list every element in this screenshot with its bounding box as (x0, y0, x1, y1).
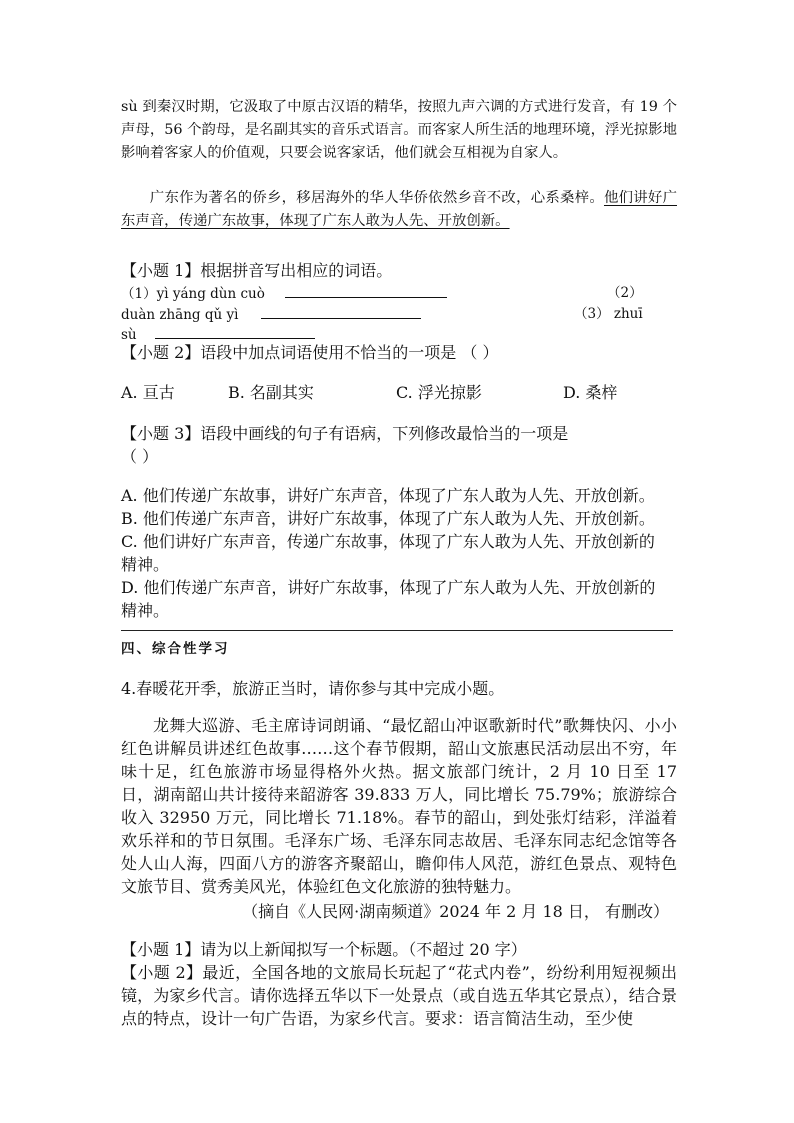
q3-option-c-line1: C. 他们讲好广东声音，传递广东故事，体现了广东人敢为人先、开放创新的 (121, 532, 655, 551)
q3-option-c-line2: 精神。 (121, 555, 170, 574)
q1-item1-blank[interactable] (285, 283, 447, 298)
q1-item1-pinyin: （1）yì yáng dùn cuò (121, 286, 265, 302)
news-paragraph: 龙舞大巡游、毛主席诗词朗诵、“最忆韶山冲讴歌新时代”歌舞快闪、小小红色讲解员讲述红色故事……这个春节假期，韶山文旅惠民活动层出不穷，年味十足，红色旅游市场显得格外火热。据文旅部门统计，2 月 10 日至 17 日，湖南韶山共计接待来韶游客 39.833 万人，同比增长 75.79%；旅游综合收入 32950 万元，同比增长 71.18%。春节的韶山，到处张灯结彩，洋溢着欢乐祥和的节日氛围。毛泽东广场、毛泽东同志故居、毛泽东同志纪念馆等各处人山人海，四面八方的游客齐聚韶山，瞻仰伟人风范，游红色景点、观特色文旅节目、赏秀美风光，体验红色文化旅游的独特魅力。 (121, 716, 677, 896)
q1-item3-pinyin-tail: sù (121, 327, 137, 343)
passage-paragraph-2 (121, 187, 677, 233)
q3-option-d[interactable] (121, 576, 677, 622)
q3-option-a[interactable]: A. 他们传递广东故事，讲好广东声音，体现了广东人敢为人先、开放创新。 (121, 486, 655, 505)
underlined-sentence: 他们讲好广东声音，传递广东故事，体现了广东人敢为人先、开放创新。 (121, 190, 677, 229)
q2-option-d[interactable]: D. 桑梓 (563, 383, 618, 402)
q2-options (121, 381, 677, 404)
q1-item2-pinyin: duàn zhāng qǔ yì (121, 307, 239, 323)
q1-stem: 【小题 1】根据拼音写出相应的词语。 (121, 261, 393, 280)
q3-option-d-line2: 精神。 (121, 601, 170, 620)
passage-paragraph-1: sù 到秦汉时期，它汲取了中原古汉语的精华，按照九声六调的方式进行发音，有 19 个声母，56 个韵母，是名副其实的音乐式语言。而客家人所生活的地理环境，浮光掠影地影响着客家人的价值观，只要会说客家话，他们就会互相视为自家人。 (121, 99, 677, 161)
q2-option-b[interactable]: B. 名副其实 (228, 383, 314, 402)
q3-stem-line1: 【小题 3】语段中画线的句子有语病，下列修改最恰当的一项是 (121, 424, 569, 443)
q2-stem: 【小题 2】语段中加点词语使用不恰当的一项是 （ ） (121, 343, 499, 362)
top-passage (121, 96, 677, 233)
q4-sub2: 【小题 2】最近，全国各地的文旅局长玩起了“花式内卷”，纷纷利用短视频出镜，为家乡代言。请你选择五华以下一处景点（或自选五华其它景点），结合景点的特点，设计一句广告语，为家乡代言。要求：语言简洁生动，至少使 (121, 963, 677, 1028)
q1-line2 (121, 304, 677, 325)
news-source: （摘自《人民网·湖南频道》2024 年 2 月 18 日， 有删改） (242, 902, 669, 921)
q4-intro: 4.春暖花开季，旅游正当时，请你参与其中完成小题。 (121, 679, 505, 698)
q2-option-c[interactable]: C. 浮光掠影 (396, 383, 482, 402)
q1-item2-number: （2） (607, 285, 643, 301)
q3-stem-line2: （ ） (121, 447, 159, 466)
section-heading: 四、综合性学习 (121, 641, 230, 657)
q1-item3-number: （3） zhuī (574, 306, 643, 322)
passage-paragraph-2-plain: 广东作为著名的侨乡，移居海外的华人华侨依然乡音不改，心系桑梓。 (149, 190, 604, 206)
q1-item2-blank[interactable] (261, 304, 421, 319)
q3-option-c[interactable] (121, 530, 677, 576)
q1-line1 (121, 283, 677, 304)
q2-option-a[interactable]: A. 亘古 (121, 383, 175, 402)
q1-item3-blank[interactable] (155, 324, 315, 339)
q3-option-d-line1: D. 他们传递广东声音，讲好广东故事，体现了广东人敢为人先、开放创新的 (121, 578, 656, 597)
q3-stem (121, 422, 677, 468)
q3-options (121, 484, 677, 622)
section-divider (121, 630, 673, 631)
q3-option-b[interactable]: B. 他们传递广东声音，讲好广东故事，体现了广东人敢为人先、开放创新。 (121, 509, 655, 528)
q4-sub1: 【小题 1】请为以上新闻拟写一个标题。（不超过 20 字） (121, 940, 527, 959)
